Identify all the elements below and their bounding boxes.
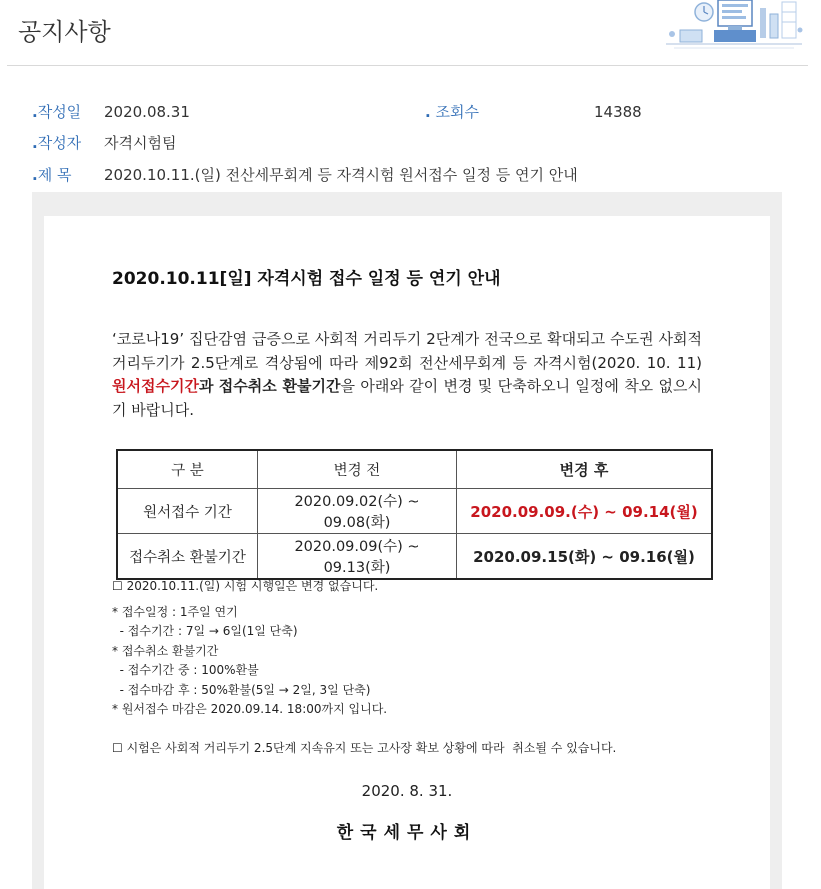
table-row [117, 489, 712, 534]
meta-row-date [32, 101, 792, 123]
body-highlight-application-period: 원서접수기간 [112, 377, 199, 395]
note-item: - 접수마감 후 : 50%환불(5일 → 2일, 3일 단축) [112, 682, 371, 697]
table-row [117, 534, 712, 580]
body-conjunction: 과 [198, 377, 214, 395]
note-item: ☐ 2020.10.11.(일) 시험 시행일은 변경 없습니다. [112, 579, 379, 593]
table-header-row [117, 450, 712, 489]
row-after: 2020.09.09.(수) ~ 09.14(월) [457, 489, 713, 534]
issuing-organization: 한국세무사회 [336, 823, 478, 843]
views-value: 14388 [594, 103, 642, 121]
body-highlight-refund-period: 접수취소 환불기간 [218, 377, 341, 395]
note-item: * 접수취소 환불기간 [112, 643, 219, 658]
header-before: 변경 전 [258, 450, 457, 489]
note-item: * 원서접수 마감은 2020.09.14. 18:00까지 입니다. [112, 702, 388, 716]
header-after: 변경 후 [457, 450, 713, 489]
notes-list [112, 577, 616, 758]
date-value: 2020.08.31 [104, 103, 190, 121]
note-item: - 접수기간 중 : 100%환불 [112, 663, 259, 677]
document-title: 2020.10.11[일] 자격시험 접수 일정 등 연기 안내 [112, 269, 501, 289]
note-item: - 접수기간 : 7일 → 6일(1일 단축) [112, 624, 298, 638]
subject-label: .제 목 [32, 166, 72, 184]
row-after: 2020.09.15(화) ~ 09.16(월) [457, 534, 713, 580]
row-category: 접수취소 환불기간 [117, 534, 258, 580]
document-body [112, 328, 702, 422]
page-title: 공지사항 [18, 18, 111, 46]
document-date: 2020. 8. 31. [361, 782, 453, 800]
notice-content-frame [32, 192, 782, 889]
header-divider [7, 65, 808, 66]
views-label: . 조회수 [425, 103, 479, 121]
row-before: 2020.09.09(수) ~ 09.13(화) [258, 534, 457, 580]
meta-row-author [32, 132, 792, 154]
row-before: 2020.09.02(수) ~ 09.08(화) [258, 489, 457, 534]
office-illustration-icon [662, 0, 807, 62]
row-category: 원서접수 기간 [117, 489, 258, 534]
note-item: * 접수일정 : 1주일 연기 [112, 604, 238, 619]
schedule-table [116, 449, 713, 580]
subject-value: 2020.10.11.(일) 전산세무회계 등 자격시험 원서접수 일정 등 연기 안내 [104, 166, 578, 184]
body-text-intro: ‘코로나19’ 집단감염 급증으로 사회적 거리두기 2단계가 전국으로 확대되고 수도권 사회적 거리두기가 2.5단계로 격상됨에 따라 제92회 전산세무회계 등 자격시험(2020. 10. 11) [112, 330, 702, 372]
date-label: .작성일 [32, 103, 82, 121]
header-category: 구 분 [117, 450, 258, 489]
meta-row-subject [32, 164, 792, 186]
notice-document [44, 216, 770, 889]
author-label: .작성자 [32, 134, 82, 152]
note-item: ☐ 시험은 사회적 거리두기 2.5단계 지속유지 또는 고사장 확보 상황에 따라 취소될 수 있습니다. [112, 740, 617, 755]
author-value: 자격시험팀 [104, 134, 177, 152]
body-text-outro: 을 아래와 같이 변경 및 단축하오니 일정에 착오 없으시기 바랍니다. [112, 377, 702, 419]
